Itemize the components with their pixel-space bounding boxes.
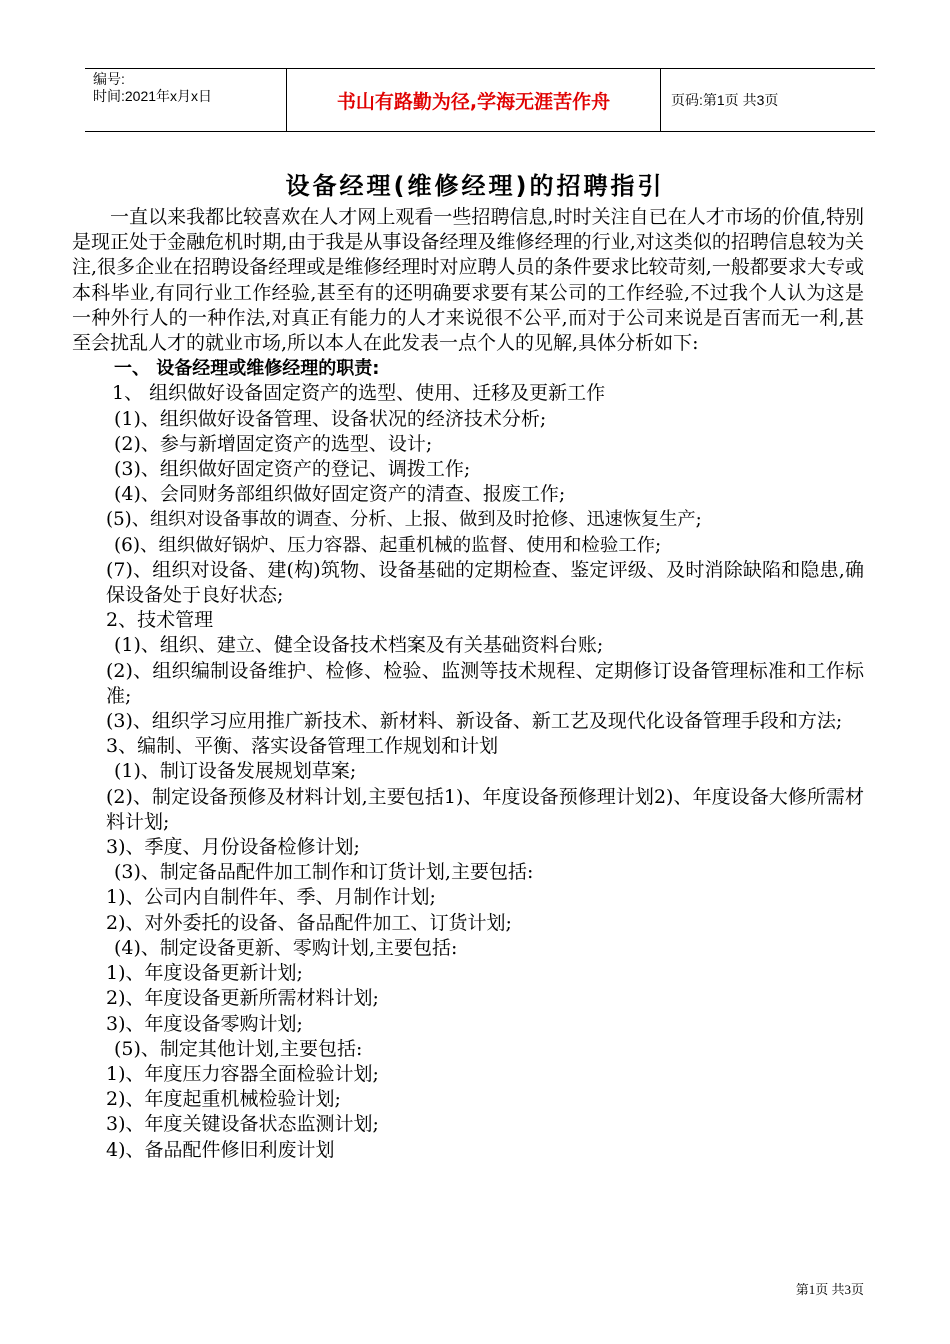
section-heading-duties: 一、 设备经理或维修经理的职责:	[114, 358, 380, 380]
document-title: 设备经理(维修经理)的招聘指引	[285, 172, 665, 200]
plan-subitem: 3)、季度、月份设备检修计划;	[106, 836, 360, 859]
duty-item-3: 3、编制、平衡、落实设备管理工作规划和计划	[106, 735, 499, 758]
duty-subitem: (3)、组织做好固定资产的登记、调拨工作;	[114, 458, 471, 481]
plan-subitem: 2)、年度起重机械检验计划;	[106, 1088, 341, 1111]
plan-subitem: 2)、年度设备更新所需材料计划;	[106, 987, 379, 1010]
footer-page-number: 第1页 共3页	[795, 1282, 864, 1297]
plan-subitem: 4)、备品配件修旧利废计划	[106, 1138, 335, 1161]
header-page-number: 页码:第1页 共3页	[671, 92, 779, 108]
header-table	[85, 68, 875, 132]
document-number: 编号:	[93, 71, 125, 87]
duty-subitem: (7)、组织对设备、建(构)筑物、设备基础的定期检查、鉴定评级、及时消除缺陷和隐患,确保设备处于良好状态;	[106, 558, 864, 607]
plan-subitem: (5)、制定其他计划,主要包括:	[114, 1037, 363, 1060]
document-body	[72, 205, 864, 1163]
plan-subitem: 1)、公司内自制件年、季、月制作计划;	[106, 886, 436, 909]
plan-subitem: (4)、制定设备更新、零购计划,主要包括:	[114, 936, 458, 959]
plan-subitem: 2)、对外委托的设备、备品配件加工、订货计划;	[106, 911, 512, 934]
document-time: 时间:2021年x月x日	[93, 88, 213, 104]
plan-subitem: 1)、年度压力容器全面检验计划;	[106, 1062, 379, 1085]
duty-subitem: (2)、参与新增固定资产的选型、设计;	[114, 432, 433, 455]
plan-subitem: (1)、制订设备发展规划草案;	[114, 760, 357, 783]
tech-subitem: (3)、组织学习应用推广新技术、新材料、新设备、新工艺及现代化设备管理手段和方法;	[106, 710, 843, 733]
duty-subitem: (4)、会同财务部组织做好固定资产的清查、报废工作;	[114, 483, 566, 506]
duty-item-2: 2、技术管理	[106, 609, 214, 632]
duty-subitem: (6)、组织做好锅炉、压力容器、起重机械的监督、使用和检验工作;	[114, 534, 662, 556]
plan-subitem: (2)、制定设备预修及材料计划,主要包括1)、年度设备预修理计划2)、年度设备大修所需材料计划;	[106, 785, 864, 833]
duty-subitem: (5)、组织对设备事故的调查、分析、上报、做到及时抢修、迅速恢复生产;	[106, 509, 702, 531]
duty-item-1: 1、 组织做好设备固定资产的选型、使用、迁移及更新工作	[112, 382, 606, 405]
intro-paragraph: 一直以来我都比较喜欢在人才网上观看一些招聘信息,时时关注自已在人才市场的价值,特别是现正处于金融危机时期,由于我是从事设备经理及维修经理的行业,对这类似的招聘信息较为关注,很多企业在招聘设备经理或是维修经理时对应聘人员的条件要求比较苛刻,一般都要求大专或本科毕业,有同行业工作经验,甚至有的还明确要求要有某公司的工作经验,不过我个人认为这是一种外行人的一种作法,对真正有能力的人才来说很不公平,而对于公司来说是百害而无一利,甚至会扰乱人才的就业市场,所以本人在此发表一点个人的见解,具体分析如下:	[72, 206, 864, 355]
plan-subitem: 3)、年度设备零购计划;	[106, 1012, 303, 1035]
plan-subitem: (3)、制定备品配件加工制作和订货计划,主要包括:	[114, 861, 534, 884]
header-motto: 书山有路勤为径,学海无涯苦作舟	[287, 69, 661, 131]
tech-subitem: (1)、组织、建立、健全设备技术档案及有关基础资料台账;	[114, 634, 604, 657]
tech-subitem: (2)、组织编制设备维护、检修、检验、监测等技术规程、定期修订设备管理标准和工作标准;	[106, 659, 864, 707]
plan-subitem: 1)、年度设备更新计划;	[106, 962, 303, 985]
header-meta	[85, 69, 287, 131]
duty-subitem: (1)、组织做好设备管理、设备状况的经济技术分析;	[114, 407, 547, 430]
plan-subitem: 3)、年度关键设备状态监测计划;	[106, 1113, 379, 1136]
